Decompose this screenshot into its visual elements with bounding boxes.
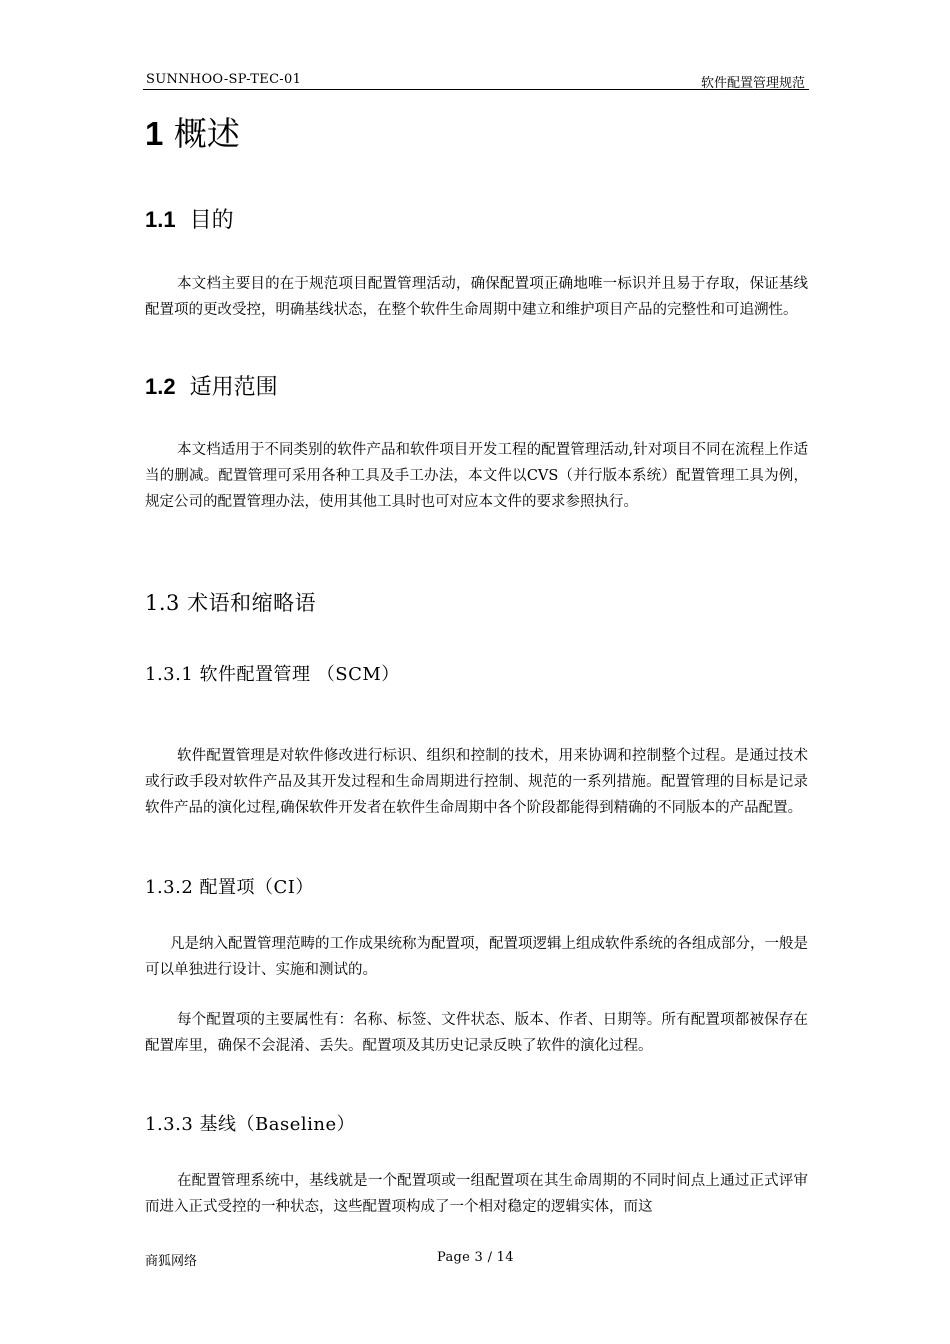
- footer-page-number: Page 3 / 14: [437, 1250, 514, 1265]
- section-1-title: 概述: [173, 114, 240, 153]
- section-1-2-number: 1.2: [145, 374, 176, 399]
- header-doc-title: 软件配置管理规范: [700, 76, 805, 91]
- section-1-3-1-heading: 1.3.1 软件配置管理 （SCM）: [145, 664, 400, 685]
- section-1-2-heading: [145, 370, 278, 401]
- section-1-3-3-heading: 1.3.3 基线（Baseline）: [145, 1114, 356, 1135]
- section-1-3-1-body: 软件配置管理是对软件修改进行标识、组织和控制的技术，用来协调和控制整个过程。是通过技术或行政手段对软件产品及其开发过程和生命周期进行控制、规范的一系列措施。配置管理的目标是记录软件产品的演化过程,确保软件开发者在软件生命周期中各个阶段都能得到精确的不同版本的产品配置。: [145, 748, 808, 816]
- section-1-1-number: 1.1: [145, 207, 176, 232]
- section-1-1-body: 本文档主要目的在于规范项目配置管理活动，确保配置项正确地唯一标识并且易于存取，保证基线配置项的更改受控，明确基线状态，在整个软件生命周期中建立和维护项目产品的完整性和可追溯性。: [145, 276, 808, 318]
- section-1-3-heading: 1.3 术语和缩略语: [145, 591, 317, 615]
- section-1-1-heading: [145, 203, 234, 234]
- header-rule: [143, 89, 809, 90]
- section-1-heading: [145, 108, 240, 155]
- section-1-2-title: 适用范围: [189, 375, 278, 400]
- header-doc-code: SUNNHOO-SP-TEC-01: [146, 72, 302, 87]
- footer-company: 商狐网络: [145, 1254, 198, 1269]
- section-1-1-title: 目的: [189, 208, 234, 233]
- section-1-3-2-body-1: 凡是纳入配置管理范畴的工作成果统称为配置项，配置项逻辑上组成软件系统的各组成部分，一般是可以单独进行设计、实施和测试的。: [145, 936, 808, 978]
- section-1-2-body: 本文档适用于不同类别的软件产品和软件项目开发工程的配置管理活动,针对项目不同在流程上作适当的删减。配置管理可采用各种工具及手工办法，本文件以CVS（并行版本系统）配置管理工具为例，规定公司的配置管理办法，使用其他工具时也可对应本文件的要求参照执行。: [145, 442, 808, 510]
- section-1-number: 1: [145, 115, 164, 152]
- section-1-3-2-body-2: 每个配置项的主要属性有：名称、标签、文件状态、版本、作者、日期等。所有配置项都被保存在配置库里，确保不会混淆、丢失。配置项及其历史记录反映了软件的演化过程。: [145, 1012, 808, 1054]
- section-1-3-3-body: 在配置管理系统中，基线就是一个配置项或一组配置项在其生命周期的不同时间点上通过正式评审而进入正式受控的一种状态，这些配置项构成了一个相对稳定的逻辑实体，而这: [145, 1173, 808, 1215]
- section-1-3-2-heading: 1.3.2 配置项（CI）: [145, 877, 314, 898]
